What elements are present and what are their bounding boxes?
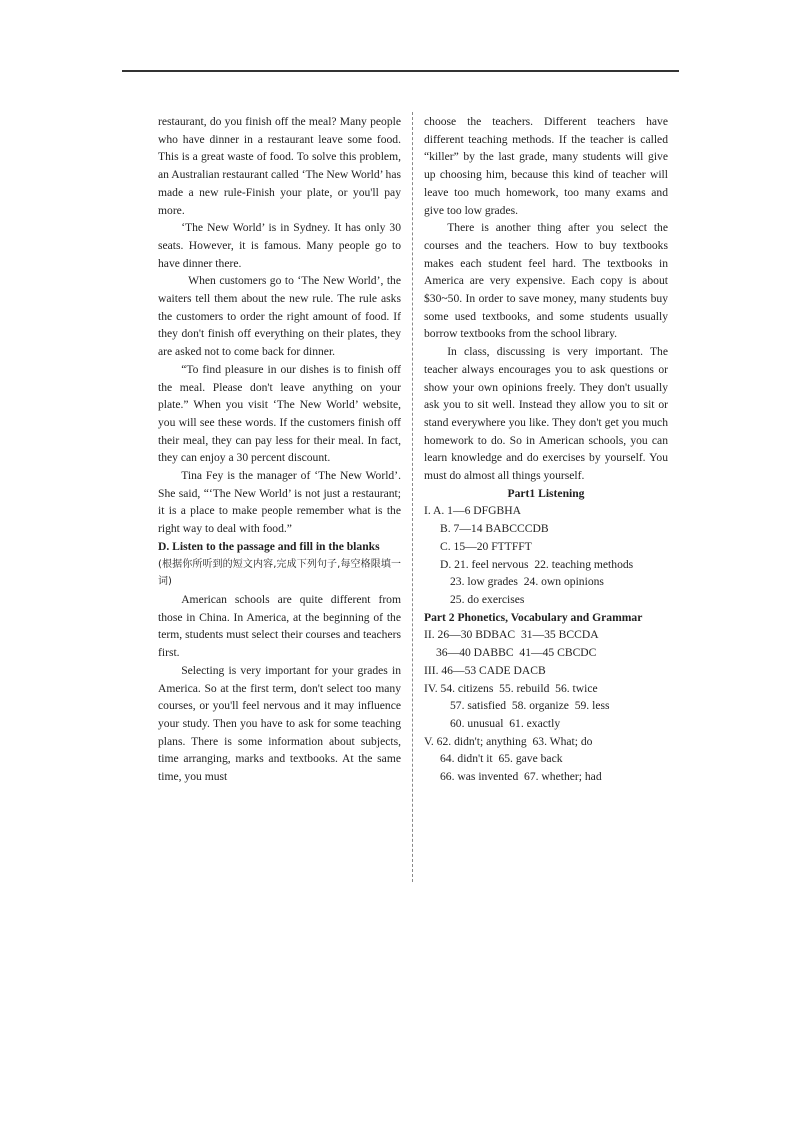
paragraph: Tina Fey is the manager of ‘The New World’. She said, “‘The New World’ is not just a restaurant; it is a place to make people remember what is the right way to deal with food.”: [158, 469, 401, 536]
paragraph: ‘The New World’ is in Sydney. It has only 30 seats. However, it is famous. Many people go to have dinner there.: [158, 221, 401, 270]
section-d-title: D. Listen to the passage and fill in the blanks: [158, 539, 380, 553]
paragraph: In class, discussing is very important. The teacher always encourages you to ask questions or show your own opinions freely. They don't usually ask you to sit well. Instead they allow you to sit or stand everywhere you like. They don't get you much homework to do. So in American schools, you can learn knowledge and do exercises by yourself. You must do almost all things yourself.: [424, 345, 668, 483]
part1-title: Part1 Listening: [507, 486, 585, 500]
paragraph: “To find pleasure in our dishes is to finish off the meal. Please don't leave anything on your plate.” When you visit ‘The New World’ website, you will see these words. If the customers finish off their meal, they can pay less for their meal. In fact, they can enjoy a 30 percent discount.: [158, 362, 401, 465]
answer-line: 36—40 DABBC 41—45 CBCDC: [436, 646, 597, 660]
paragraph: choose the teachers. Different teachers have different teaching methods. If the teacher is called “killer” by the last grade, many students will give up choosing him, because this kind of teacher will leave too much homework, too many exams and give too low grades.: [424, 115, 668, 217]
answer-line: B. 7—14 BABCCCDB: [440, 522, 549, 536]
part2-title: Part 2 Phonetics, Vocabulary and Grammar: [424, 610, 643, 624]
top-rule: [122, 70, 679, 72]
answer-line: 64. didn't it 65. gave back: [440, 752, 563, 766]
answer-line: C. 15—20 FTTFFT: [440, 539, 532, 553]
answer-line: IV. 54. citizens 55. rebuild 56. twice: [424, 681, 598, 695]
answer-line: 66. was invented 67. whether; had: [440, 770, 602, 784]
answer-line: 60. unusual 61. exactly: [450, 716, 561, 730]
answer-line: V. 62. didn't; anything 63. What; do: [424, 734, 593, 748]
answer-line: D. 21. feel nervous 22. teaching methods: [440, 557, 634, 571]
right-column: [424, 113, 668, 786]
answer-line: 57. satisfied 58. organize 59. less: [450, 699, 610, 713]
left-column: [158, 113, 401, 786]
section-d-instructions: (根据你所听到的短文内容,完成下列句子,每空格限填一词): [158, 558, 401, 588]
column-divider: [412, 112, 413, 882]
paragraph: American schools are quite different from those in China. In America, at the beginning of the term, students must select their courses and teachers first.: [158, 592, 401, 660]
paragraph: There is another thing after you select the courses and the teachers. How to buy textbooks makes each student feel hard. The textbooks in America are very expensive. Each copy is about $30~50. In order to save money, many students buy some used textbooks, and some students usually borrow textbooks from the school library.: [424, 221, 668, 341]
answer-line: 25. do exercises: [450, 592, 525, 606]
answer-line: I. A. 1—6 DFGBHA: [424, 504, 521, 518]
answer-line: II. 26—30 BDBAC 31—35 BCCDA: [424, 628, 599, 642]
answer-line: 23. low grades 24. own opinions: [450, 575, 604, 589]
answer-list-part1: [424, 502, 668, 608]
answer-line: III. 46—53 CADE DACB: [424, 663, 546, 677]
answer-list-part2: [424, 626, 668, 785]
paragraph: When customers go to ‘The New World’, the waiters tell them about the new rule. The rule asks the customers to order the right amount of food. If they don't finish off everything on their plates, they are asked not to come back for dinner.: [158, 274, 401, 359]
paragraph: restaurant, do you finish off the meal? Many people who have dinner in a restaurant leave some food. This is a great waste of food. To solve this problem, an Australian restaurant called ‘The New World’ has made a new rule-Finish your plate, or you'll pay more.: [158, 115, 401, 217]
paragraph: Selecting is very important for your grades in America. So at the first term, don't select too many courses, or you'll feel nervous and it may influence your study. Then you have to ask for some teaching plans. There is some information about subjects, time arranging, marks and textbooks. At the same time, you must: [158, 663, 401, 784]
